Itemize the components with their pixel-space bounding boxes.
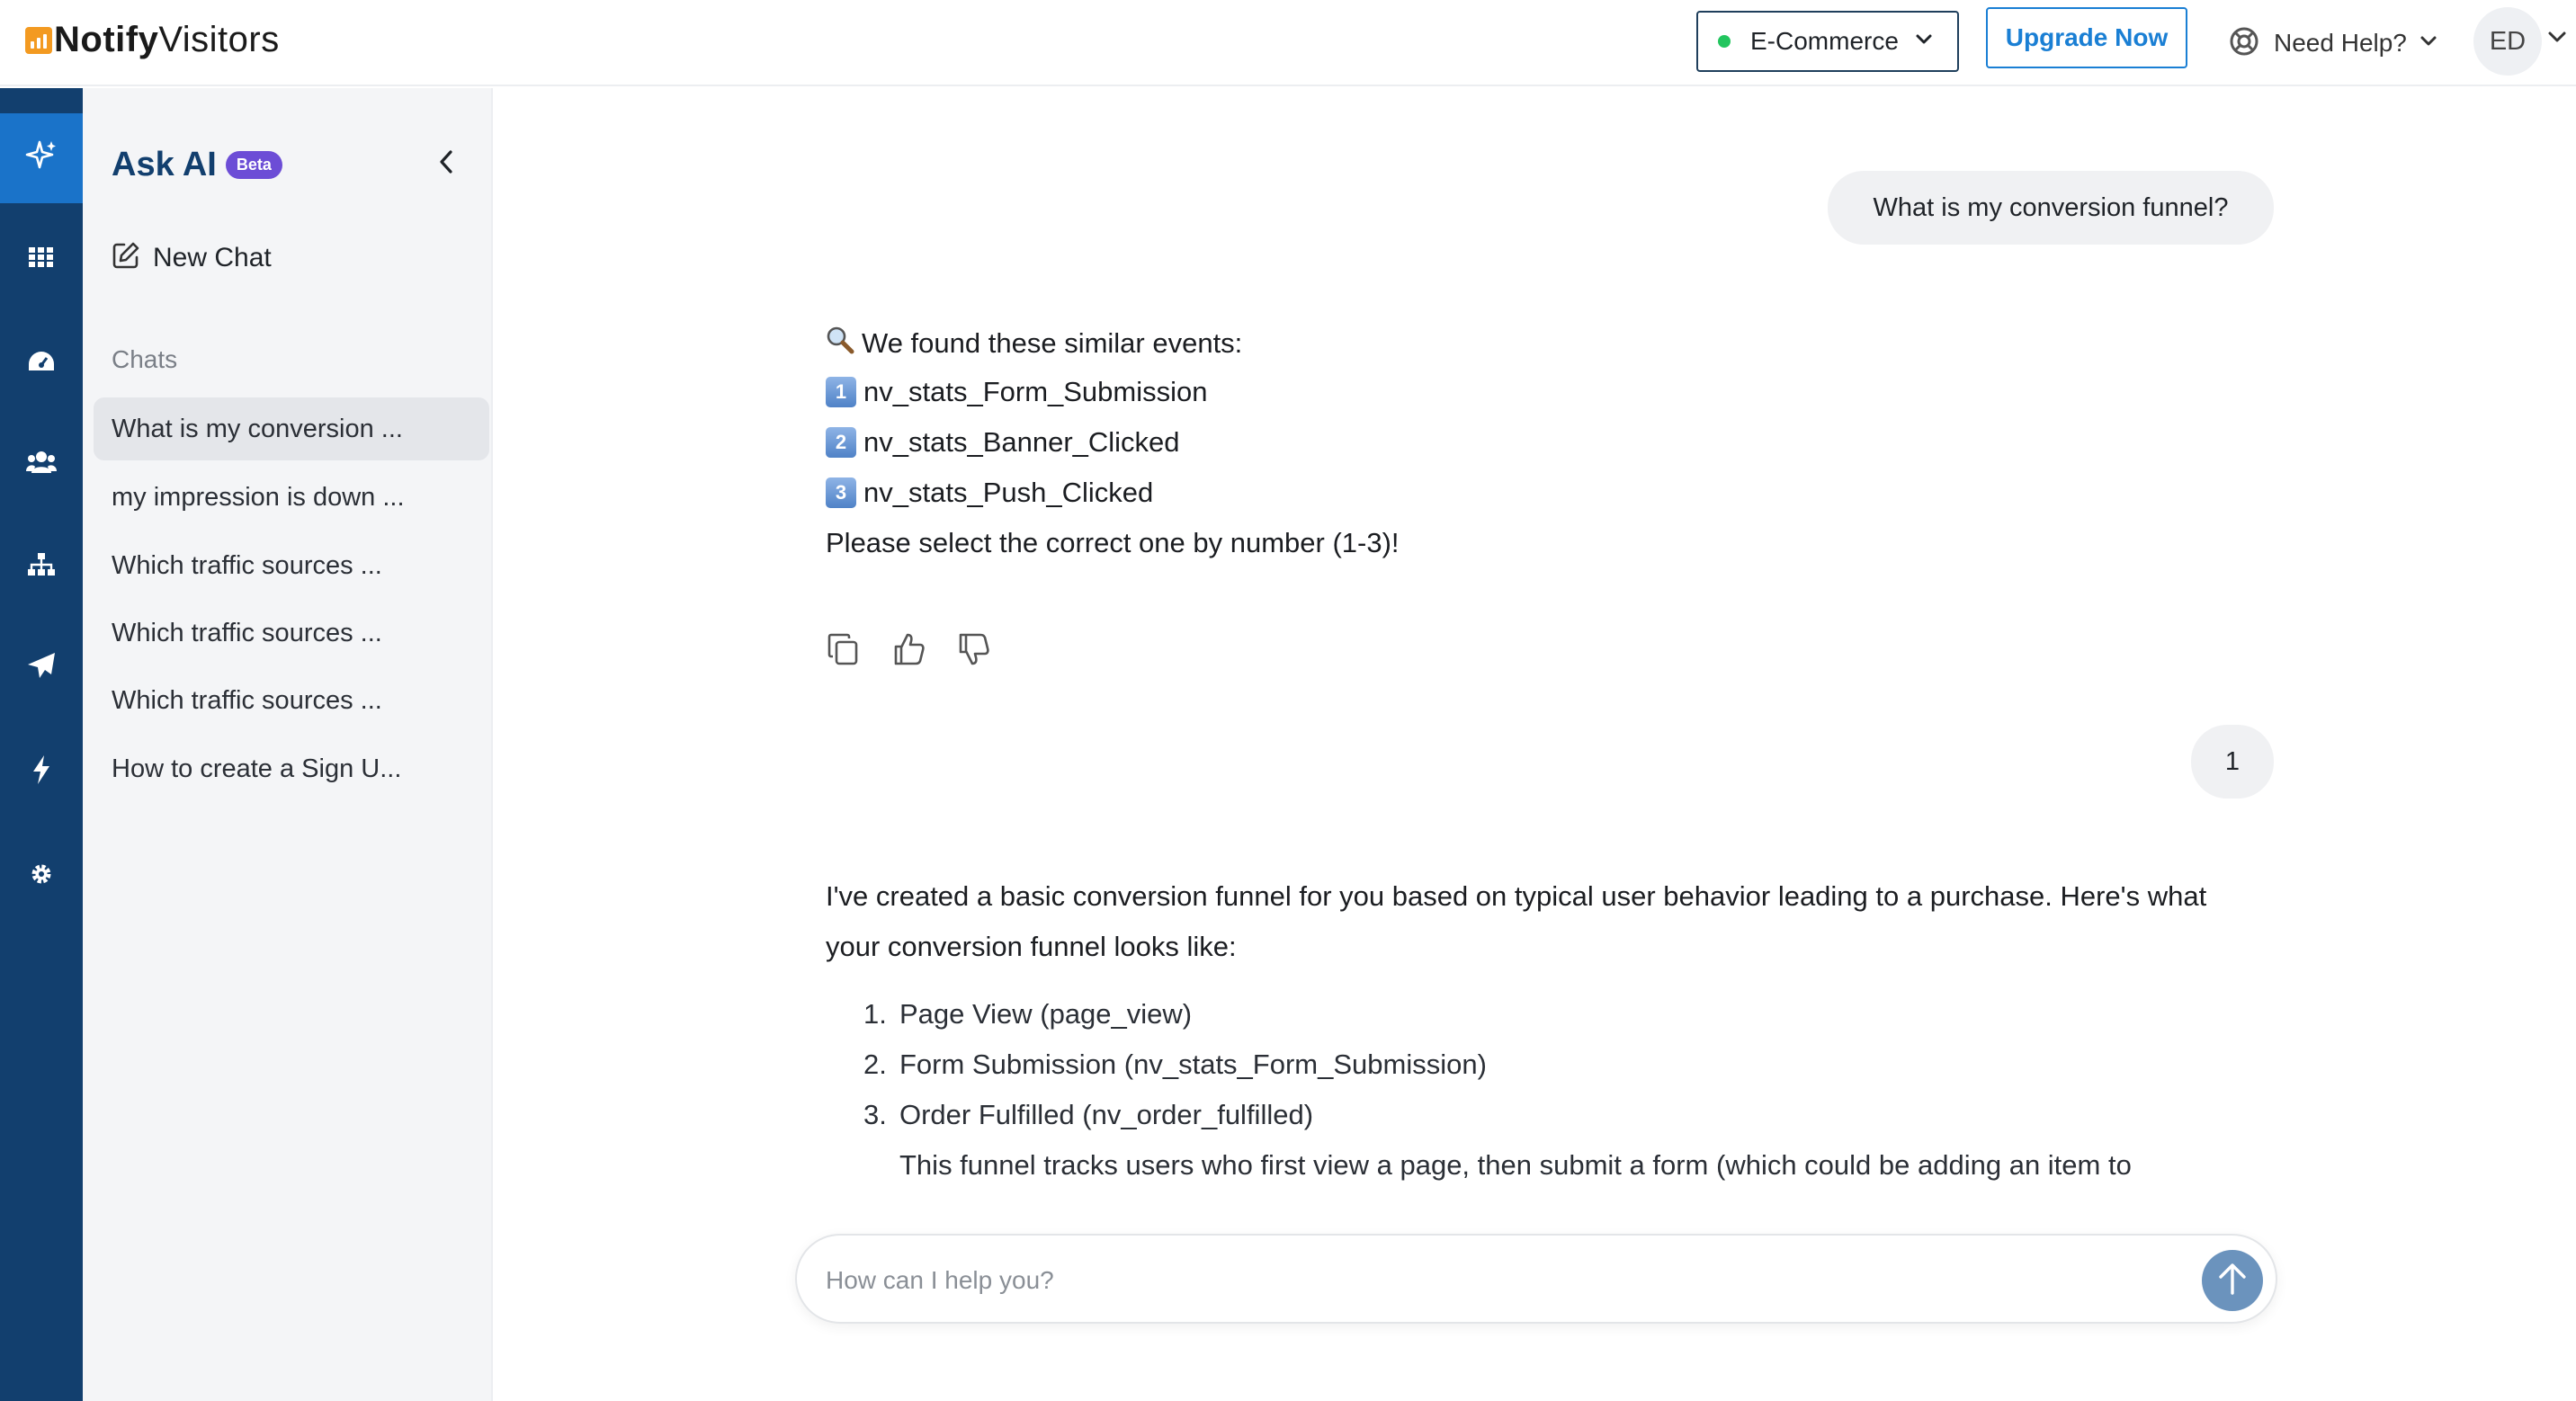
rail-item-automation[interactable] [0, 727, 83, 817]
logo-text: NotifyVisitors [54, 20, 280, 59]
lifebuoy-icon [2229, 26, 2259, 61]
chevron-down-icon [2419, 35, 2437, 52]
chat-history-item[interactable]: Which traffic sources ... [112, 618, 382, 647]
need-help-menu[interactable] [2229, 22, 2437, 65]
chat-composer [795, 1234, 2277, 1324]
edit-icon [112, 241, 140, 274]
account-selector[interactable] [1696, 11, 1959, 72]
bot-funnel-intro: I've created a basic conversion funnel for you based on typical user behavior leading to a purchase. Here's what your conversion funnel looks like: [826, 880, 2207, 962]
funnel-step-text: Form Submission (nv_stats_Form_Submission) [899, 1049, 1487, 1080]
arrow-up-icon [2216, 1261, 2249, 1301]
chat-history-item[interactable]: Which traffic sources ... [112, 685, 382, 715]
chats-heading: Chats [112, 345, 178, 373]
thumbs-down-icon[interactable] [957, 631, 991, 672]
rail-item-segments[interactable] [0, 522, 83, 611]
send-icon [27, 652, 56, 683]
chat-history-item[interactable]: Which traffic sources ... [112, 550, 382, 580]
keycap-2-icon: 2 [826, 427, 856, 458]
funnel-step-number: 2. [863, 1049, 887, 1080]
funnel-description: This funnel tracks users who first view a page, then submit a form (which could be adding an item to [899, 1149, 2132, 1181]
new-chat-button[interactable] [112, 241, 272, 274]
copy-icon[interactable] [826, 631, 862, 672]
event-option-text: nv_stats_Push_Clicked [863, 477, 1154, 508]
funnel-step-text: Order Fulfilled (nv_order_fulfilled) [899, 1099, 1314, 1130]
lightning-icon [31, 754, 51, 790]
funnel-step-number: 1. [863, 998, 887, 1030]
send-button[interactable] [2202, 1250, 2263, 1311]
sitemap-icon [27, 552, 56, 582]
grid-icon [28, 245, 55, 273]
chat-history-item[interactable]: How to create a Sign U... [112, 754, 402, 783]
keycap-1-icon: 1 [826, 377, 856, 407]
icon-rail [0, 88, 83, 1401]
users-icon [26, 450, 57, 479]
beta-badge: Beta [226, 151, 282, 179]
chat-input[interactable] [826, 1261, 2085, 1300]
bot-prompt-text: Please select the correct one by number (1-3)! [826, 527, 1400, 558]
user-avatar[interactable]: ED [2473, 7, 2542, 76]
user-message: What is my conversion funnel? [1828, 171, 2274, 245]
funnel-step [863, 1049, 1487, 1081]
event-option-text: nv_stats_Banner_Clicked [863, 426, 1180, 458]
settings-gear-icon [29, 861, 54, 891]
funnel-step-number: 3. [863, 1099, 887, 1130]
magnifier-icon [826, 326, 854, 361]
keycap-3-icon: 3 [826, 477, 856, 508]
upgrade-now-button[interactable]: Upgrade Now [1986, 7, 2187, 68]
event-option [826, 376, 1208, 408]
notifyvisitors-logo[interactable] [25, 20, 280, 60]
sparkle-icon [23, 138, 59, 179]
event-option-text: nv_stats_Form_Submission [863, 376, 1208, 407]
event-option [826, 426, 1180, 459]
rail-item-users[interactable] [0, 419, 83, 509]
funnel-step [863, 998, 1192, 1031]
need-help-label: Need Help? [2274, 29, 2407, 57]
rail-item-dashboard[interactable] [0, 318, 83, 408]
rail-item-ask-ai[interactable] [0, 113, 83, 203]
logo-chart-icon [25, 27, 52, 54]
message-actions [826, 631, 991, 672]
rail-item-campaigns[interactable] [0, 622, 83, 712]
collapse-panel-icon[interactable] [435, 147, 457, 181]
rail-item-settings[interactable] [0, 831, 83, 921]
dashboard-gauge-icon [27, 349, 56, 379]
thumbs-up-icon[interactable] [892, 631, 926, 672]
funnel-step [863, 1099, 1313, 1131]
top-bar [0, 0, 2576, 86]
panel-title: Ask AI [112, 146, 217, 183]
chats-panel [83, 88, 493, 1401]
funnel-step-text: Page View (page_view) [899, 998, 1193, 1030]
chevron-down-icon[interactable] [2547, 31, 2567, 48]
rail-item-apps[interactable] [0, 214, 83, 304]
bot-intro-text: We found these similar events: [862, 327, 1243, 359]
bot-message-intro [826, 326, 1242, 361]
new-chat-label: New Chat [153, 242, 272, 272]
chat-history-item[interactable]: What is my conversion ... [94, 397, 489, 460]
panel-header [112, 146, 282, 184]
account-selector-label: E-Commerce [1750, 27, 1899, 55]
event-option [826, 477, 1153, 509]
chevron-down-icon [1915, 33, 1933, 50]
status-dot [1718, 35, 1731, 48]
chat-history-item[interactable]: my impression is down ... [112, 482, 405, 512]
user-message: 1 [2191, 725, 2274, 799]
